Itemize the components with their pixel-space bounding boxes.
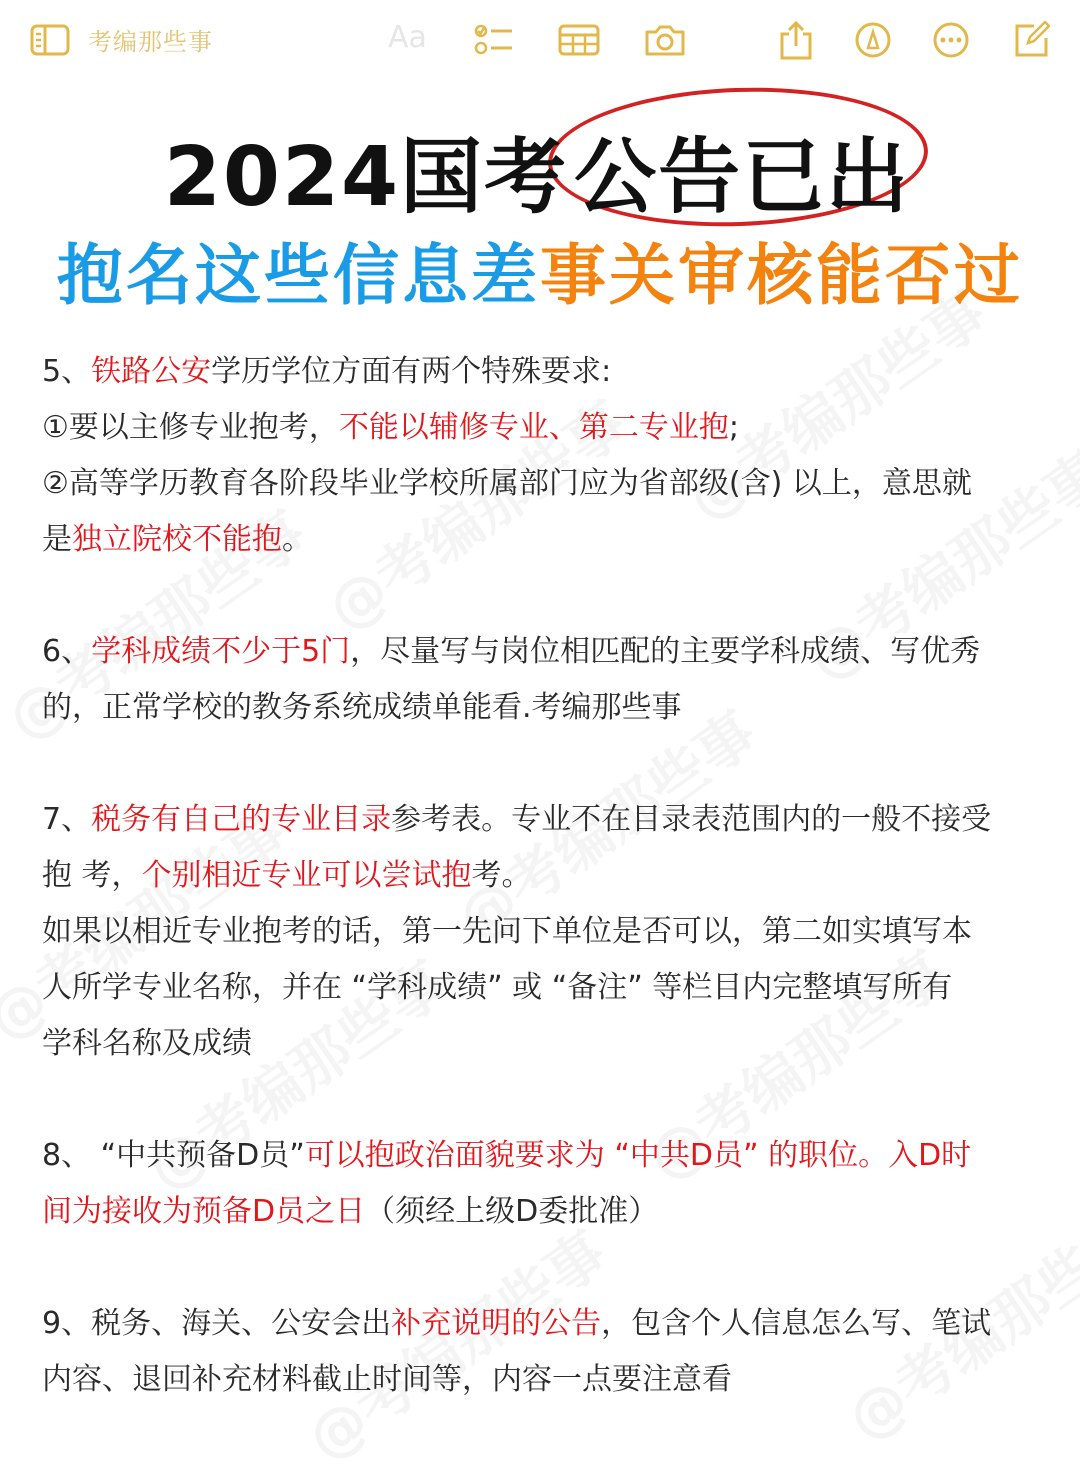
sidebar-icon[interactable]	[28, 18, 72, 62]
item-7-line-2: 抱 考，个别相近专业可以尝试抱考。	[42, 858, 532, 893]
notes-toolbar	[0, 0, 1080, 80]
item-8-line-2: 间为接收为预备D员之日（须经上级D委批准）	[42, 1194, 659, 1229]
item-7-line-5: 学科名称及成绩	[42, 1026, 252, 1061]
item-6-line-2: 的，正常学校的教务系统成绩单能看.考编那些事	[42, 690, 682, 725]
item-7-line-1: 7、税务有自己的专业目录参考表。专业不在目录表范围内的一般不接受	[42, 802, 992, 837]
item-5-line-4: 是独立院校不能抱。	[42, 522, 312, 557]
item-5-line-3: ②高等学历教育各阶段毕业学校所属部门应为省部级(含) 以上，意思就	[42, 466, 972, 501]
share-icon[interactable]	[776, 18, 816, 62]
subheadline-orange: 事关审核能否过	[540, 237, 1023, 314]
subheadline	[0, 222, 1080, 317]
note-body[interactable]	[42, 344, 1042, 1408]
item-7-line-3: 如果以相近专业抱考的话，第一先问下单位是否可以，第二如实填写本	[42, 914, 972, 949]
format-text-button[interactable]: Aa	[388, 20, 427, 55]
markup-icon[interactable]	[852, 18, 894, 62]
compose-icon[interactable]	[1010, 18, 1052, 62]
item-7-line-4: 人所学专业名称，并在 “学科成绩” 或 “备注” 等栏目内完整填写所有	[42, 970, 953, 1005]
item-5-line-1: 5、铁路公安学历学位方面有两个特殊要求:	[42, 354, 612, 389]
table-icon[interactable]	[556, 18, 602, 62]
subheadline-blue: 抱名这些信息差	[57, 237, 540, 314]
headline	[0, 112, 1080, 229]
headline-circled: 公告已出	[574, 130, 911, 225]
item-9-line-1: 9、税务、海关、公安会出补充说明的公告，包含个人信息怎么写、笔试	[42, 1306, 992, 1341]
item-9-line-2: 内容、退回补充材料截止时间等，内容一点要注意看	[42, 1362, 732, 1397]
note-title: 考编那些事	[88, 28, 213, 56]
headline-prefix: 2024国考	[163, 130, 569, 225]
more-icon[interactable]	[930, 18, 972, 62]
item-8-line-1: 8、 “中共预备D员”可以抱政治面貌要求为 “中共D员” 的职位。入D时	[42, 1138, 972, 1173]
item-5-line-2: ①要以主修专业抱考，不能以辅修专业、第二专业抱;	[42, 410, 740, 445]
item-6-line-1: 6、学科成绩不少于5门，尽量写与岗位相匹配的主要学科成绩、写优秀	[42, 634, 981, 669]
checklist-icon[interactable]	[472, 18, 516, 62]
camera-icon[interactable]	[642, 18, 688, 62]
